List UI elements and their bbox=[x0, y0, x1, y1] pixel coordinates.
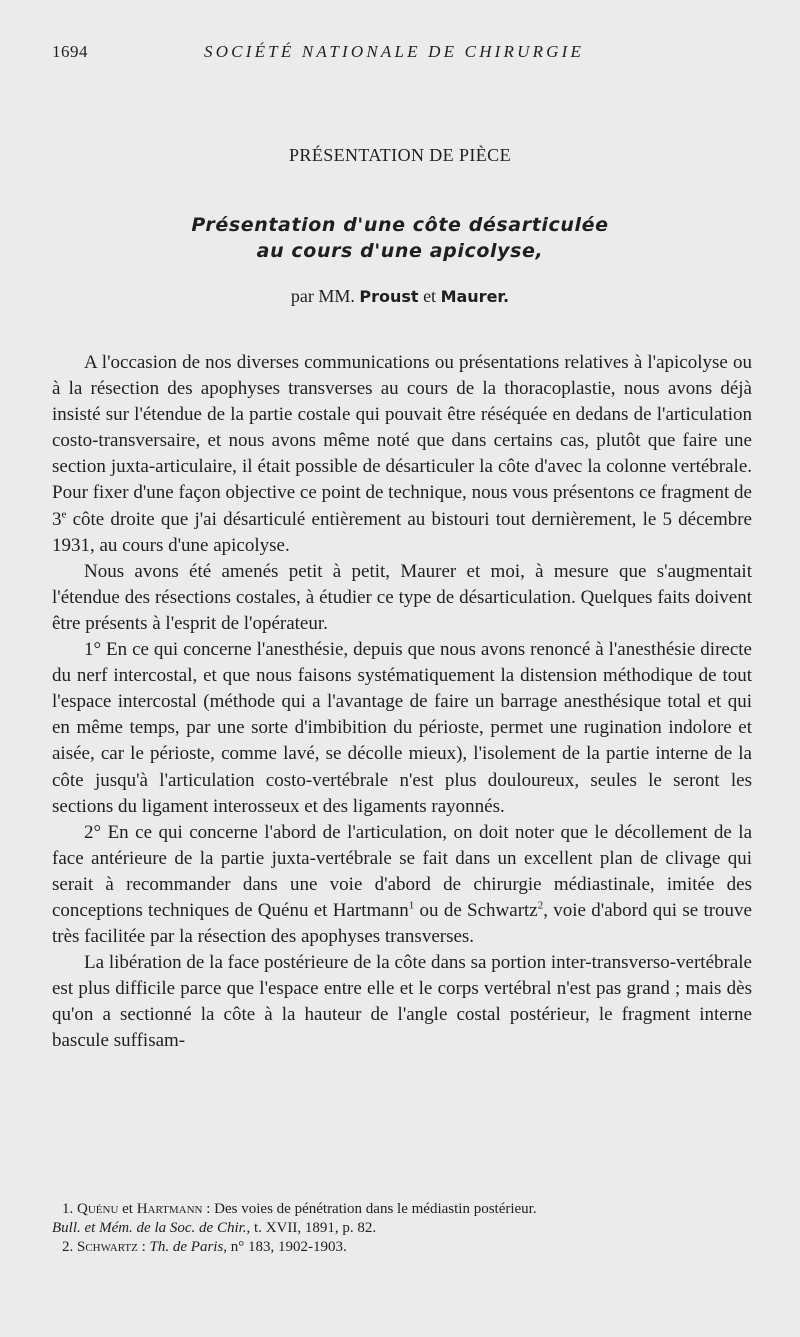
paragraph-1-text: A l'occasion de nos diverses communications ou présentations relatives à l'apicolyse ou à la résection des apophyses transverses au cours de la thoracoplastie, nous avons déjà insisté sur l'étendue de la partie costale qui pouvait être réséquée en dedans de l'articulation costo-transversaire, et nous avons même noté que dans certains cas, plutôt que faire une section juxta-articulaire, il était possible de désarticuler la côte d'avec la colonne vertébrale. Pour fixer d'une façon objective ce point de technique, nous vous présentons ce fragment de 3 bbox=[52, 352, 752, 530]
byline-conj: et bbox=[423, 286, 437, 306]
article-body bbox=[52, 350, 752, 1055]
footnote-1 bbox=[52, 1200, 752, 1219]
paragraph-4-text-b: ou de Schwartz bbox=[414, 899, 538, 921]
footnote-1-number: 1. bbox=[62, 1201, 74, 1217]
paragraph-4-text-c: , voie d'abord qui se trouve très facilitée par la résection des apophyses transverses. bbox=[52, 899, 752, 948]
article-title-line-1: Présentation d'une côte désarticulée bbox=[191, 214, 609, 236]
author-maurer: Maurer. bbox=[440, 287, 510, 306]
paragraph-1-end: côte droite que j'ai désarticulé entièrement au bistouri tout dernièrement, le 5 décembre 1931, au cours d'une apicolyse. bbox=[52, 508, 752, 556]
paragraph-4-text-a: 2° En ce qui concerne l'abord de l'articulation, on doit noter que le décollement de la face antérieure de la partie juxta-vertébrale se fait dans un excellent plan de clivage qui serait à recommander dans une voie d'abord de chirurgie médiastinale, imitée des conceptions techniques de Quénu et Hartmann bbox=[52, 821, 752, 921]
footnote-1-author-2: Hartmann bbox=[136, 1201, 203, 1217]
footnote-2 bbox=[52, 1238, 752, 1257]
paragraph-3: 1° En ce qui concerne l'anesthésie, depuis que nous avons renoncé à l'anesthésie directe du nerf intercostal, et que nous faisons systématiquement la distension méthodique de tout l'espace intercostal (méthode qui a l'avantage de faire un barrage anesthésique total et qui en même temps, par une sorte d'imbibition du périoste, permet une rugination indolore et aisée, car le périoste, comme lavé, se décolle mieux), l'isolement de la partie interne de la côte jusqu'à l'articulation costo-vertébrale n'est plus douloureux, seules le seront les sections du ligament interosseux et des ligaments rayonnés. bbox=[52, 639, 752, 817]
footnote-1-text: : Des voies de pénétration dans le médiastin postérieur. bbox=[202, 1201, 537, 1217]
byline bbox=[0, 286, 800, 307]
footnote-2-number: 2. bbox=[62, 1239, 74, 1255]
footnote-2-ref: , n° 183, 1902-1903. bbox=[223, 1239, 347, 1255]
footnote-2-journal: Th. de Paris bbox=[149, 1239, 224, 1255]
superscript-e: e bbox=[61, 508, 67, 521]
footnote-1-ref: , t. XVII, 1891, p. 82. bbox=[246, 1220, 377, 1236]
paragraph-1 bbox=[52, 350, 752, 559]
footnote-1-and: et bbox=[122, 1201, 133, 1217]
footnote-1-author: Quénu bbox=[77, 1201, 119, 1217]
page-header bbox=[52, 42, 752, 66]
footnote-ref-2: 2 bbox=[537, 899, 544, 912]
paragraph-2: Nous avons été amenés petit à petit, Maurer et moi, à mesure que s'augmentait l'étendue des résections costales, à étudier ce type de désarticulation. Quelques faits doivent être présents à l'esprit de l'opérateur. bbox=[52, 560, 752, 634]
footnote-1-journal: Bull. et Mém. de la Soc. de Chir. bbox=[52, 1220, 247, 1236]
footnote-ref-1: 1 bbox=[408, 899, 415, 912]
article-title-line-2: au cours d'une apicolyse, bbox=[256, 240, 544, 262]
page-number: 1694 bbox=[52, 42, 88, 61]
footnotes bbox=[52, 1200, 752, 1257]
footnote-1-continuation bbox=[52, 1219, 752, 1238]
footnote-2-author: Schwartz bbox=[77, 1239, 138, 1255]
section-rubric: PRÉSENTATION DE PIÈCE bbox=[289, 145, 511, 165]
byline-prefix: par MM. bbox=[290, 286, 355, 306]
footnote-2-sep: : bbox=[137, 1239, 150, 1255]
paragraph-4 bbox=[52, 820, 752, 950]
author-proust: Proust bbox=[359, 287, 419, 306]
paragraph-5: La libération de la face postérieure de la côte dans sa portion inter-transverso-vertébrale est plus difficile parce que l'espace entre elle et le corps vertébral n'est pas grand ; mais dès qu'on a sectionné la côte à la hauteur de l'angle costal postérieur, le fragment interne bascule suffisam- bbox=[52, 952, 752, 1052]
running-title: SOCIÉTÉ NATIONALE DE CHIRURGIE bbox=[204, 42, 585, 61]
